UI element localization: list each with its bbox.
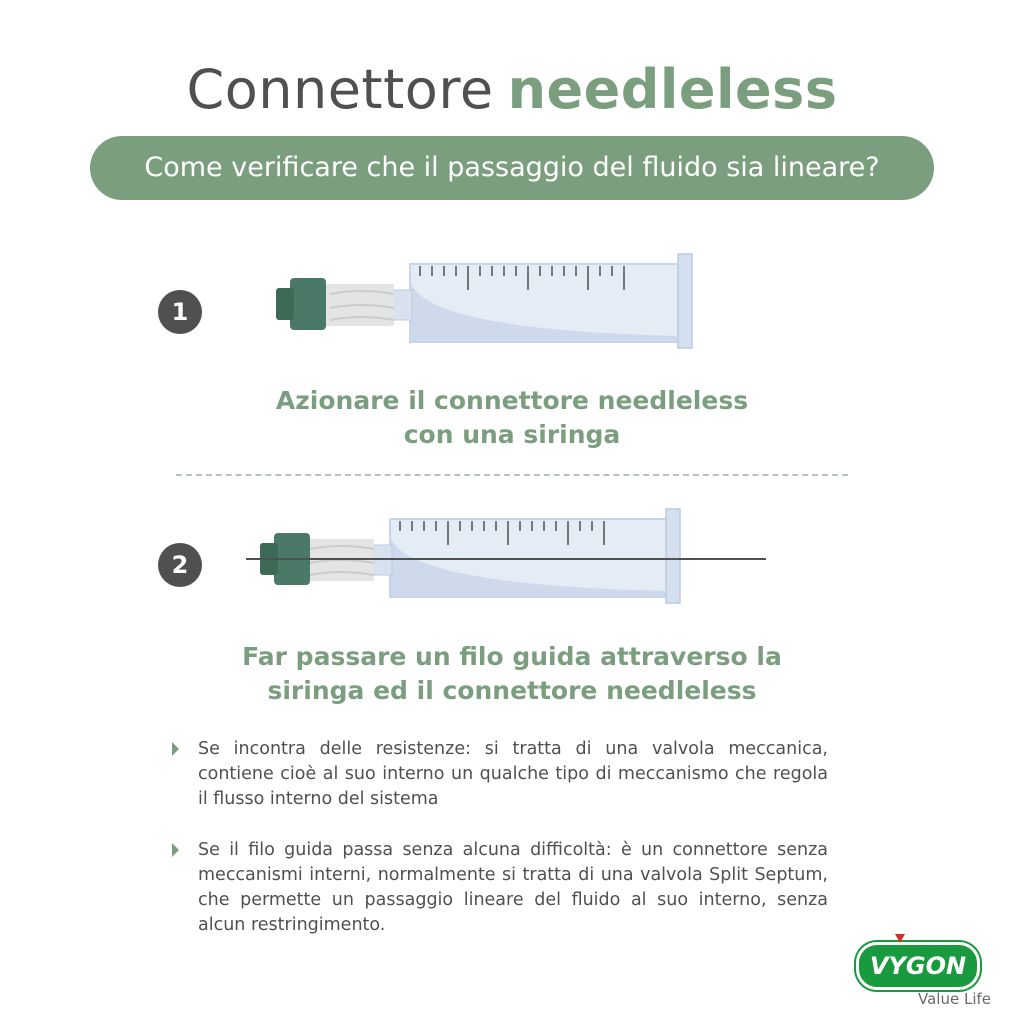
brand-logo xyxy=(856,942,991,1008)
page-title xyxy=(0,58,1024,121)
syringe-with-connector-icon xyxy=(270,250,700,350)
title-bold: needleless xyxy=(507,58,838,121)
step-2-line-1: Far passare un filo guida attraverso la xyxy=(242,642,782,671)
section-divider xyxy=(176,474,848,476)
bullet-item-2 xyxy=(172,838,828,938)
triangle-right-icon xyxy=(172,843,179,857)
logo-badge xyxy=(856,942,980,990)
triangle-right-icon xyxy=(172,742,179,756)
bullet-item-1 xyxy=(172,737,828,812)
bullet-text-2: Se il filo guida passa senza alcuna difficoltà: è un connettore senza meccanismi interni, normalmente si tratta di una valvola Split Septum, che permette un passaggio lineare del fluido al suo interno, senza alcun restringimento. xyxy=(198,840,828,935)
step-1-line-2: con una siringa xyxy=(403,420,621,449)
logo-tagline: Value Life xyxy=(918,990,991,1008)
bullet-text-1: Se incontra delle resistenze: si tratta di una valvola meccanica, contiene cioè al suo interno un qualche tipo di meccanismo che regola il flusso interno del sistema xyxy=(198,739,828,809)
logo-red-mark-icon xyxy=(895,934,905,943)
step-1-line-1: Azionare il connettore needleless xyxy=(275,386,749,415)
step-2-instruction xyxy=(0,640,1024,708)
syringe-with-guide-wire-icon xyxy=(240,505,780,605)
step-2-line-2: siringa ed il connettore needleless xyxy=(267,676,757,705)
step-1-instruction xyxy=(0,384,1024,452)
title-light: Connettore xyxy=(186,58,494,121)
logo-text: VYGON xyxy=(869,952,967,980)
subtitle-banner: Come verificare che il passaggio del fluido sia lineare? xyxy=(90,136,934,200)
step-2-badge: 2 xyxy=(158,543,202,587)
step-1-badge: 1 xyxy=(158,290,202,334)
